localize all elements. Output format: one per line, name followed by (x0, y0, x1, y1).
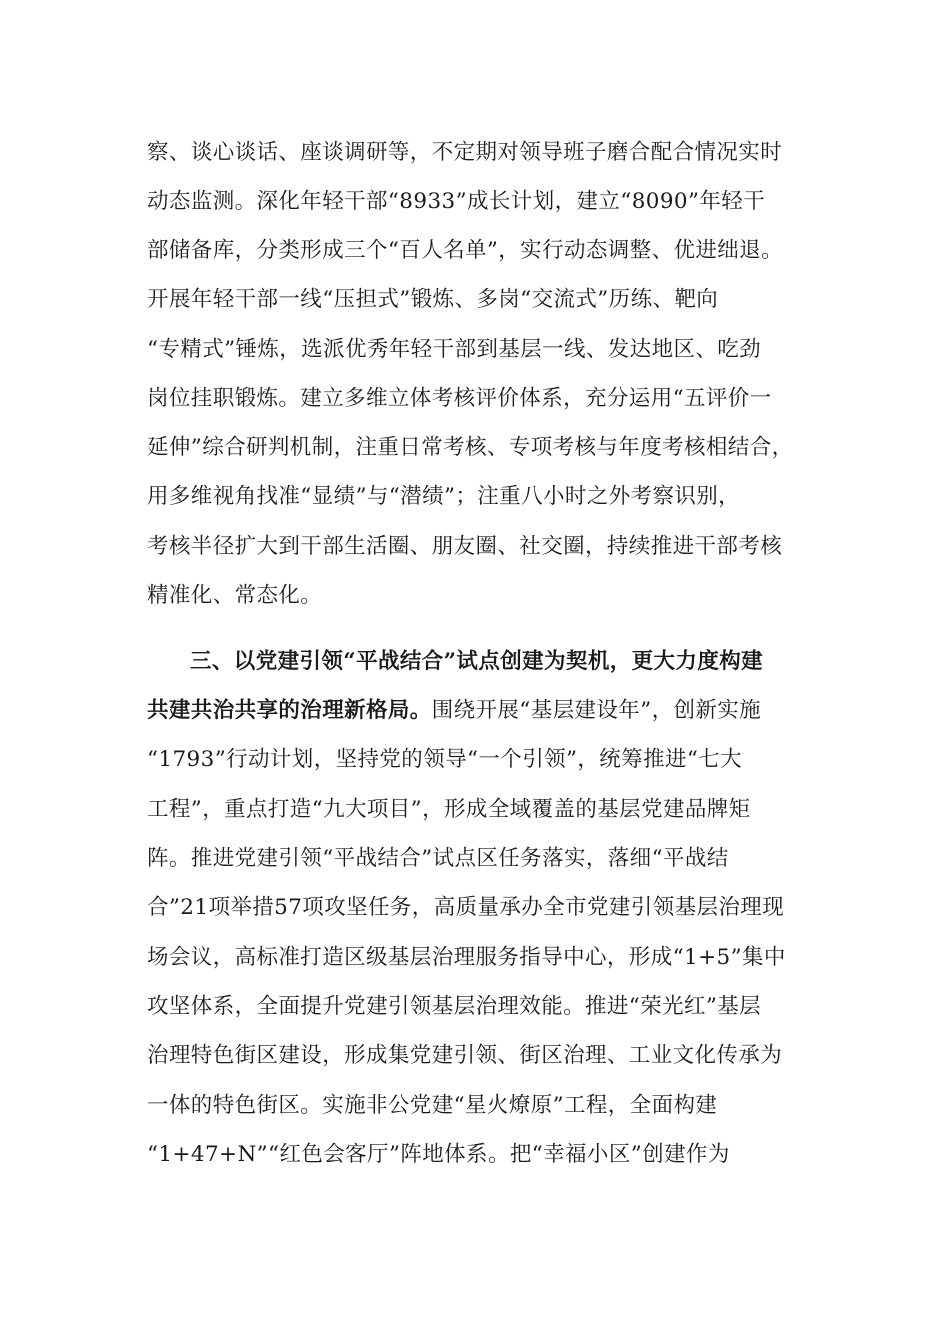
paragraph-line: 岗位挂职锻炼。建立多维立体考核评价体系，充分运用“五评价一 (147, 386, 772, 411)
section-heading-continuation (147, 697, 827, 725)
paragraph-line: 开展年轻干部一线“压担式”锻炼、多岗“交流式”历练、靶向 (147, 287, 719, 312)
section-heading: 三、以党建引领“平战结合”试点创建为契机，更大力度构建 (190, 649, 764, 674)
paragraph-line: 动态监测。深化年轻干部“8933”成长计划，建立“8090”年轻干 (147, 189, 766, 214)
paragraph-line: 合”21项举措57项攻坚任务，高质量承办全市党建引领基层治理现 (147, 895, 785, 920)
paragraph-line: “专精式”锤炼，选派优秀年轻干部到基层一线、发达地区、吃劲 (147, 337, 762, 362)
paragraph-line: 用多维视角找准“显绩”与“潜绩”；注重八小时之外考察识别， (147, 484, 741, 509)
paragraph-line: “1+47+N”“红色会客厅”阵地体系。把“幸福小区”创建作为 (147, 1142, 730, 1167)
paragraph-line: 场会议，高标准打造区级基层治理服务指导中心，形成“1+5”集中 (147, 945, 786, 970)
paragraph-line: 延伸”综合研判机制，注重日常考核、专项考核与年度考核相结合， (147, 435, 794, 460)
section-heading-end: 共建共治共享的治理新格局。 (147, 698, 432, 723)
paragraph-line: “1793”行动计划，坚持党的领导“一个引领”，统筹推进“七大 (147, 747, 743, 772)
paragraph-line: 一体的特色街区。实施非公党建“星火燎原”工程，全面构建 (147, 1093, 718, 1118)
paragraph-line: 察、谈心谈话、座谈调研等，不定期对领导班子磨合配合情况实时 (147, 140, 783, 165)
paragraph-line: 精准化、常态化。 (147, 583, 323, 608)
paragraph-line: 阵。推进党建引领“平战结合”试点区任务落实，落细“平战结 (147, 846, 729, 871)
section-body-start: 围绕开展“基层建设年”，创新实施 (431, 698, 762, 723)
paragraph-line: 部储备库，分类形成三个“百人名单”，实行动态调整、优进绌退。 (147, 238, 783, 263)
paragraph-line: 攻坚体系，全面提升党建引领基层治理效能。推进“荣光红”基层 (147, 994, 762, 1019)
paragraph-line: 工程”，重点打造“九大项目”，形成全域覆盖的基层党建品牌矩 (147, 797, 751, 822)
paragraph-line: 考核半径扩大到干部生活圈、朋友圈、社交圈，持续推进干部考核 (147, 534, 783, 559)
paragraph-line: 治理特色街区建设，形成集党建引领、街区治理、工业文化传承为 (147, 1043, 783, 1068)
